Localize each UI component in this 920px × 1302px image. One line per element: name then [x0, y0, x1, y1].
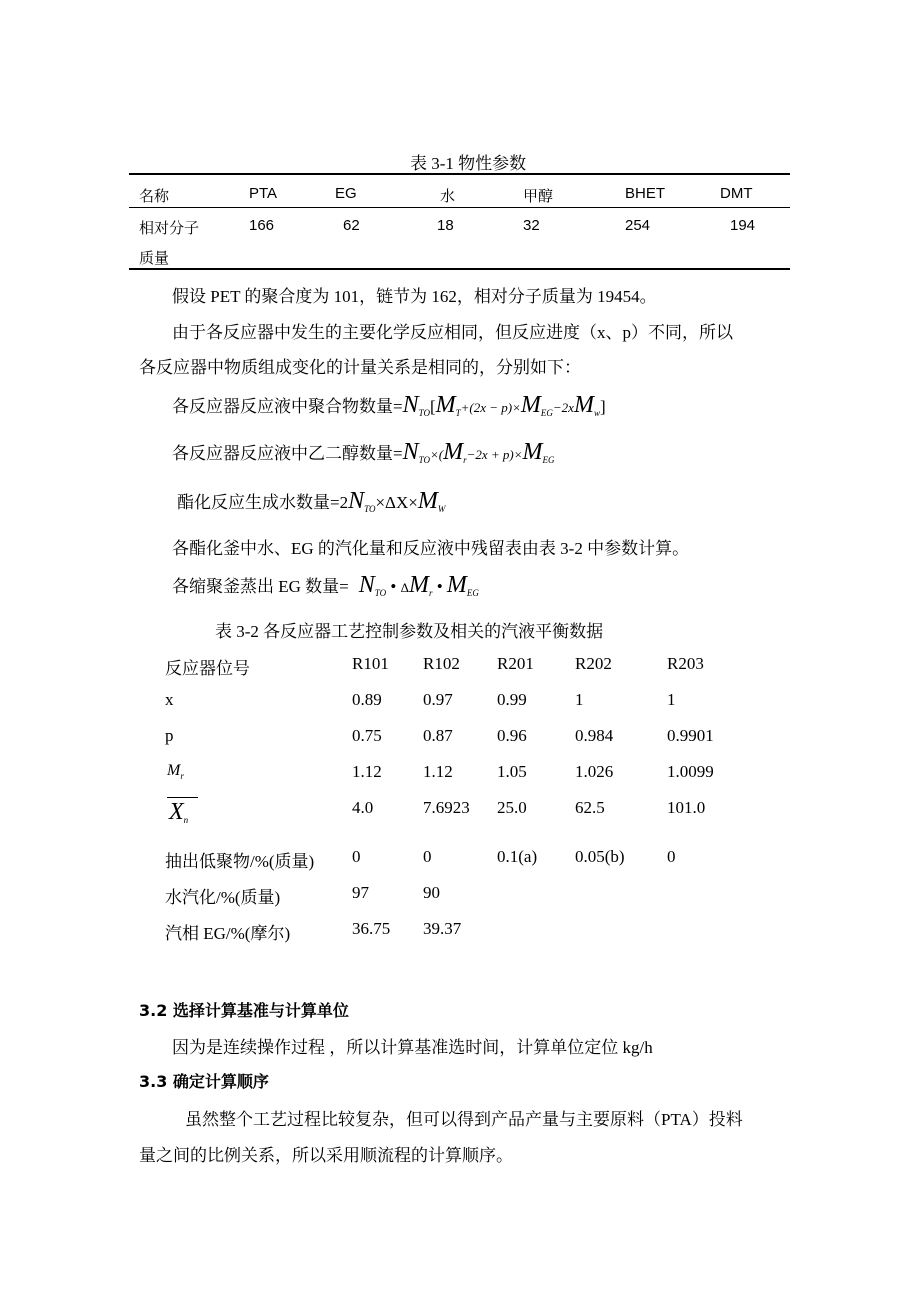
table2-cell: 25.0 — [497, 798, 527, 817]
table2-cell: 0.97 — [423, 690, 453, 709]
table2-row-label: x — [165, 690, 174, 709]
table2-caption: 表 3-2 各反应器工艺控制参数及相关的汽液平衡数据 — [215, 622, 604, 641]
table1-header-cell: 名称 — [139, 188, 170, 205]
formula-water-quantity: 酯化反应生成水数量$=2N_{TO}\times\Delta X\times M_W$ — [177, 488, 446, 514]
table2-cell: 101.0 — [667, 798, 706, 817]
table2-cell: 1.026 — [575, 762, 614, 781]
table2-cell: 39.37 — [423, 919, 462, 938]
table2-cell: 0.05(b) — [575, 847, 625, 866]
table2-cell: 4.0 — [352, 798, 374, 817]
table2-row-label: 抽出低聚物/%(质量) — [165, 852, 315, 871]
section-3-2-text: 因为是连续操作过程 ，所以计算基准选时间，计算单位定位 kg/h — [172, 1038, 653, 1057]
table2-cell: 7.6923 — [423, 798, 470, 817]
table2-cell: 1.12 — [423, 762, 453, 781]
paragraph-assumption: 假设 PET 的聚合度为 101，链节为 162，相对分子质量为 19454。 — [172, 287, 657, 306]
table1-header-cell: PTA — [249, 185, 278, 202]
paragraph-reaction-line1: 由于各反应器中发生的主要化学反应相同，但反应进度（x、p）不同，所以 — [172, 323, 733, 342]
table2-header-cell: R102 — [423, 654, 460, 673]
paragraph-reaction-line2: 各反应器中物质组成变化的计量关系是相同的，分别如下： — [139, 358, 581, 377]
table2-cell: 0.99 — [497, 690, 527, 709]
table2-header-cell: R101 — [352, 654, 389, 673]
table2-cell: 62.5 — [575, 798, 605, 817]
table1-header-cell: EG — [335, 185, 357, 202]
section-3-3-heading: 3.3 确定计算顺序 — [139, 1072, 269, 1091]
table2-cell: 0 — [352, 847, 361, 866]
table2-cell: 0.984 — [575, 726, 614, 745]
table1-cell: 166 — [249, 217, 275, 234]
table2-cell: 1.12 — [352, 762, 382, 781]
formula-eg-distilled: 各缩聚釜蒸出 EG 数量= $N_{TO}$ • $\Delta M_r$ • $M_{EG}$ — [172, 572, 479, 598]
table2-cell: 0.75 — [352, 726, 382, 745]
table1-caption: 表 3-1 物性参数 — [410, 154, 527, 173]
table2-cell: 1 — [575, 690, 584, 709]
table2-cell: 0 — [423, 847, 432, 866]
table2-cell: 36.75 — [352, 919, 391, 938]
table2-cell: 0.1(a) — [497, 847, 538, 866]
table2-header-cell: R202 — [575, 654, 612, 673]
table1-header-cell: 甲醇 — [523, 188, 554, 205]
table1-cell: 62 — [343, 217, 360, 234]
table1-header-cell: 水 — [440, 188, 456, 205]
table1-cell: 32 — [523, 217, 540, 234]
section-3-3-text-line1: 虽然整个工艺过程比较复杂，但可以得到产品产量与主要原料（PTA）投料 — [185, 1110, 743, 1129]
table1-cell: 194 — [730, 217, 756, 234]
paragraph-vaporization: 各酯化釜中水、EG 的汽化量和反应液中残留表由表 3-2 中参数计算。 — [172, 539, 690, 558]
formula-label: 各缩聚釜蒸出 EG 数量= — [172, 577, 349, 596]
table2-row-label: 水汽化/%(质量) — [165, 888, 281, 907]
formula-glycol-quantity: 各反应器反应液中乙二醇数量$=N_{TO}\times(M_r-2x + p)\times M_{EG}$ — [172, 439, 555, 465]
table1-header-cell: BHET — [625, 185, 666, 202]
table2-header-cell: R203 — [667, 654, 704, 673]
table2-row-label: 汽相 EG/%(摩尔) — [165, 924, 291, 943]
section-3-2-heading: 3.2 选择计算基准与计算单位 — [139, 1001, 349, 1020]
table2-header-cell: R201 — [497, 654, 534, 673]
table1-mid-rule — [129, 207, 790, 208]
table2-cell: 1.05 — [497, 762, 527, 781]
formula-polymer-quantity: 各反应器反应液中聚合物数量$=N_{TO}[M_T+(2x - p)\times M_{EG}-2xM_w]$ — [172, 392, 606, 418]
table2-row-label-xn: Xn — [167, 797, 198, 833]
table1-header-cell: DMT — [720, 185, 753, 202]
table1-cell: 18 — [437, 217, 454, 234]
table2-cell: 0.9901 — [667, 726, 714, 745]
table2-cell: 0 — [667, 847, 676, 866]
table2-cell: 1.0099 — [667, 762, 714, 781]
table1-row-label-cont: 质量 — [139, 250, 170, 267]
table2-row-label: p — [165, 726, 174, 745]
table2-cell: 0.89 — [352, 690, 382, 709]
section-3-3-text-line2: 量之间的比例关系，所以采用顺流程的计算顺序。 — [139, 1146, 513, 1165]
table2-header-label: 反应器位号 — [165, 659, 250, 678]
table2-cell: 97 — [352, 883, 369, 902]
table2-cell: 90 — [423, 883, 440, 902]
formula-label: 各反应器反应液中乙二醇数量= — [172, 444, 403, 463]
table1-row-label: 相对分子 — [139, 220, 200, 237]
table1-top-rule — [129, 173, 790, 175]
formula-label: 各反应器反应液中聚合物数量= — [172, 397, 403, 416]
table1-cell: 254 — [625, 217, 651, 234]
table2-cell: 0.96 — [497, 726, 527, 745]
table2-cell: 0.87 — [423, 726, 453, 745]
table2-cell: 1 — [667, 690, 676, 709]
table1-bottom-rule — [129, 268, 790, 270]
formula-label: 酯化反应生成水数量=2 — [177, 493, 349, 512]
table2-row-label-mr: $M_r$ — [167, 762, 184, 781]
